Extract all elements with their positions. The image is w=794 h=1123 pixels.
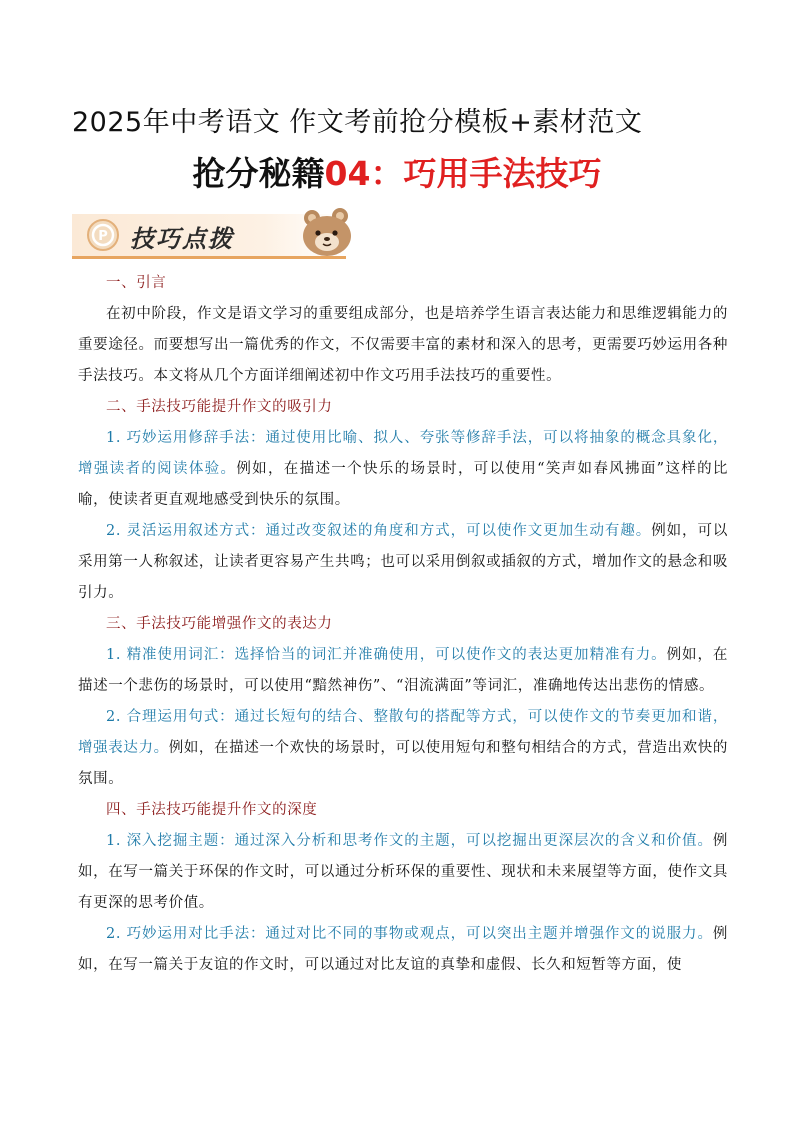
subtitle-prefix: 抢分秘籍 xyxy=(192,154,325,193)
key-point-text: 1. 巧妙运用修辞手法：通过使用比喻、拟人、夸张等修辞手法，可以将抽象的概念具象化，增强读者的阅读体验。 xyxy=(78,430,728,477)
banner-label: 技巧点拨 xyxy=(130,225,234,253)
section-heading-intro: 一、引言 xyxy=(106,275,167,291)
key-point-text: 1. 深入挖掘主题：通过深入分析和思考作文的主题，可以挖掘出更深层次的含义和价值。 xyxy=(106,833,713,849)
example-text: 例如，在写一篇关于友谊的作文时，可以通过对比友谊的真挚和虚假、长久和短暂等方面，使 xyxy=(78,926,728,973)
example-text: 例如，在描述一个悲伤的场景时，可以使用“黯然神伤”、“泪流满面”等词汇，准确地传达出悲伤的情感。 xyxy=(78,647,728,694)
paragraph-rhetoric xyxy=(78,423,728,516)
bear-mascot-icon xyxy=(298,206,356,258)
key-point-text: 1. 精准使用词汇：选择恰当的词汇并准确使用，可以使作文的表达更加精准有力。 xyxy=(106,647,667,663)
paragraph-narration xyxy=(78,516,728,609)
paragraph-theme xyxy=(78,826,728,919)
tips-banner xyxy=(72,206,346,258)
example-text: 例如，可以采用第一人称叙述，让读者更容易产生共鸣；也可以采用倒叙或插叙的方式，增加作文的悬念和吸引力。 xyxy=(78,523,729,601)
key-point-text: 2. 灵活运用叙述方式：通过改变叙述的角度和方式，可以使作文更加生动有趣。 xyxy=(106,523,652,539)
paragraph-contrast xyxy=(78,919,728,981)
section-heading-expression: 三、手法技巧能增强作文的表达力 xyxy=(106,616,333,632)
subtitle-topic: 04：巧用手法技巧 xyxy=(324,154,602,193)
key-point-text: 2. 合理运用句式：通过长短句的结合、整散句的搭配等方式，可以使作文的节奏更加和谐，增强表达力。 xyxy=(78,709,728,756)
paragraph-sentence-patterns xyxy=(78,702,728,795)
section-heading-depth: 四、手法技巧能提升作文的深度 xyxy=(106,802,318,818)
example-text: 例如，在写一篇关于环保的作文时，可以通过分析环保的重要性、现状和未来展望等方面，使作文具有更深的思考价值。 xyxy=(78,833,728,911)
svg-text:P: P xyxy=(98,229,108,244)
key-point-text: 2. 巧妙运用对比手法：通过对比不同的事物或观点，可以突出主题并增强作文的说服力。 xyxy=(106,926,713,942)
document-subtitle xyxy=(0,148,794,195)
paragraph-intro: 在初中阶段，作文是语文学习的重要组成部分，也是培养学生语言表达能力和思维逻辑能力的重要途径。而要想写出一篇优秀的作文，不仅需要丰富的素材和深入的思考，更需要巧妙运用各种手法技巧。本文将从几个方面详细阐述初中作文巧用手法技巧的重要性。 xyxy=(78,306,728,384)
example-text: 例如，在描述一个欢快的场景时，可以使用短句和整句相结合的方式，营造出欢快的氛围。 xyxy=(78,740,728,787)
coin-icon xyxy=(86,218,120,252)
document-title: 2025年中考语文 作文考前抢分模板+素材范文 xyxy=(72,107,643,138)
example-text: 例如，在描述一个快乐的场景时，可以使用“笑声如春风拂面”这样的比喻，使读者更直观地感受到快乐的氛围。 xyxy=(78,461,728,508)
section-heading-appeal: 二、手法技巧能提升作文的吸引力 xyxy=(106,399,333,415)
paragraph-vocabulary xyxy=(78,640,728,702)
article-body xyxy=(78,268,728,981)
